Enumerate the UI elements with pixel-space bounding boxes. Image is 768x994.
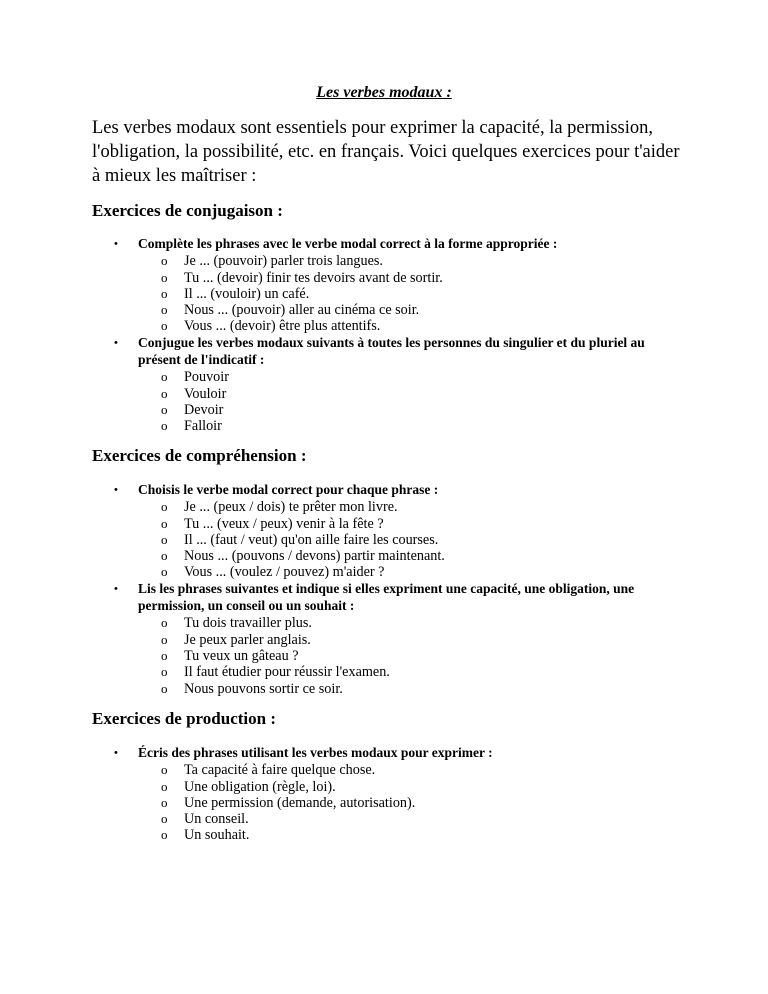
list-item: o Il faut étudier pour réussir l'examen.	[161, 664, 390, 681]
circle-bullet-icon: o	[161, 794, 168, 810]
exercise-subitems	[138, 253, 672, 334]
list-item: o Un conseil.	[161, 811, 249, 828]
section-title-comprehension: Exercices de compréhension :	[92, 446, 307, 465]
list-item: o Je ... (pouvoir) parler trois langues.	[161, 253, 383, 270]
exercise-list-conjugaison	[92, 236, 672, 435]
list-item: o Il ... (faut / veut) qu'on aille faire les courses.	[161, 531, 439, 548]
list-item: o Une obligation (règle, loi).	[161, 778, 336, 795]
exercise-subitems	[138, 615, 672, 696]
exercise-list-production	[92, 745, 672, 844]
list-item: o Falloir	[161, 418, 222, 435]
intro-paragraph: Les verbes modaux sont essentiels pour exprimer la capacité, la permission, l'obligation, la possibilité, etc. en français. Voici quelques exercices pour t'aider à mieux les maîtriser :	[92, 118, 680, 186]
circle-bullet-icon: o	[161, 680, 168, 696]
circle-bullet-icon: o	[161, 647, 168, 663]
list-item: o Une permission (demande, autorisation).	[161, 794, 416, 811]
circle-bullet-icon: o	[161, 318, 168, 334]
exercise-subitems	[138, 499, 672, 580]
list-item: o Devoir	[161, 401, 224, 418]
circle-bullet-icon: o	[161, 515, 168, 531]
circle-bullet-icon: o	[161, 664, 168, 680]
page-title: Les verbes modaux :	[316, 84, 452, 101]
list-item: o Nous pouvons sortir ce soir.	[161, 680, 343, 697]
list-item: o Vous ... (devoir) être plus attentifs.	[161, 318, 381, 335]
section-title-conjugaison: Exercices de conjugaison :	[92, 201, 283, 220]
circle-bullet-icon: o	[161, 285, 168, 301]
exercise-item	[92, 745, 672, 844]
circle-bullet-icon: o	[161, 762, 168, 778]
list-item: o Un souhait.	[161, 827, 250, 844]
circle-bullet-icon: o	[161, 531, 168, 547]
bullet-icon: •	[114, 238, 118, 250]
circle-bullet-icon: o	[161, 615, 168, 631]
list-item: o Je ... (peux / dois) te prêter mon livre.	[161, 499, 398, 516]
bullet-icon: •	[114, 747, 118, 759]
list-item: o Tu ... (devoir) finir tes devoirs avant de sortir.	[161, 269, 443, 286]
exercise-list-comprehension	[92, 482, 672, 697]
exercise-subitems	[138, 369, 672, 434]
exercise-item	[92, 335, 672, 435]
circle-bullet-icon: o	[161, 253, 168, 269]
exercise-instruction: Complète les phrases avec le verbe modal correct à la forme appropriée :	[138, 236, 558, 251]
exercise-instruction: Lis les phrases suivantes et indique si elles expriment une capacité, une obligation, une permission, un conseil ou un souhait :	[138, 580, 635, 614]
list-item: o Vouloir	[161, 385, 227, 402]
bullet-icon: •	[114, 582, 118, 595]
list-item: o Tu veux un gâteau ?	[161, 647, 299, 664]
circle-bullet-icon: o	[161, 499, 168, 515]
circle-bullet-icon: o	[161, 631, 168, 647]
list-item: o Vous ... (voulez / pouvez) m'aider ?	[161, 564, 385, 581]
circle-bullet-icon: o	[161, 302, 168, 318]
circle-bullet-icon: o	[161, 778, 168, 794]
circle-bullet-icon: o	[161, 269, 168, 285]
exercise-subitems	[138, 762, 672, 843]
list-item: o Nous ... (pouvons / devons) partir maintenant.	[161, 548, 445, 565]
list-item: o Tu ... (veux / peux) venir à la fête ?	[161, 515, 384, 532]
exercise-instruction: Conjugue les verbes modaux suivants à toutes les personnes du singulier et du pluriel au présent de l'indicatif :	[138, 334, 645, 368]
exercise-instruction: Choisis le verbe modal correct pour chaque phrase :	[138, 482, 439, 497]
bullet-icon: •	[114, 336, 118, 349]
circle-bullet-icon: o	[161, 418, 168, 434]
circle-bullet-icon: o	[161, 548, 168, 564]
list-item: o Pouvoir	[161, 369, 229, 386]
list-item: o Ta capacité à faire quelque chose.	[161, 762, 376, 779]
exercise-item	[92, 236, 672, 335]
circle-bullet-icon: o	[161, 385, 168, 401]
bullet-icon: •	[114, 484, 118, 496]
exercise-item	[92, 482, 672, 581]
list-item: o Nous ... (pouvoir) aller au cinéma ce soir.	[161, 302, 420, 319]
exercise-item	[92, 581, 672, 697]
circle-bullet-icon: o	[161, 827, 168, 843]
circle-bullet-icon: o	[161, 401, 168, 417]
circle-bullet-icon: o	[161, 811, 168, 827]
list-item: o Tu dois travailler plus.	[161, 615, 312, 632]
section-title-production: Exercices de production :	[92, 709, 276, 728]
exercise-instruction: Écris des phrases utilisant les verbes modaux pour exprimer :	[138, 745, 493, 760]
circle-bullet-icon: o	[161, 369, 168, 385]
list-item: o Il ... (vouloir) un café.	[161, 285, 310, 302]
list-item: o Je peux parler anglais.	[161, 631, 311, 648]
circle-bullet-icon: o	[161, 564, 168, 580]
